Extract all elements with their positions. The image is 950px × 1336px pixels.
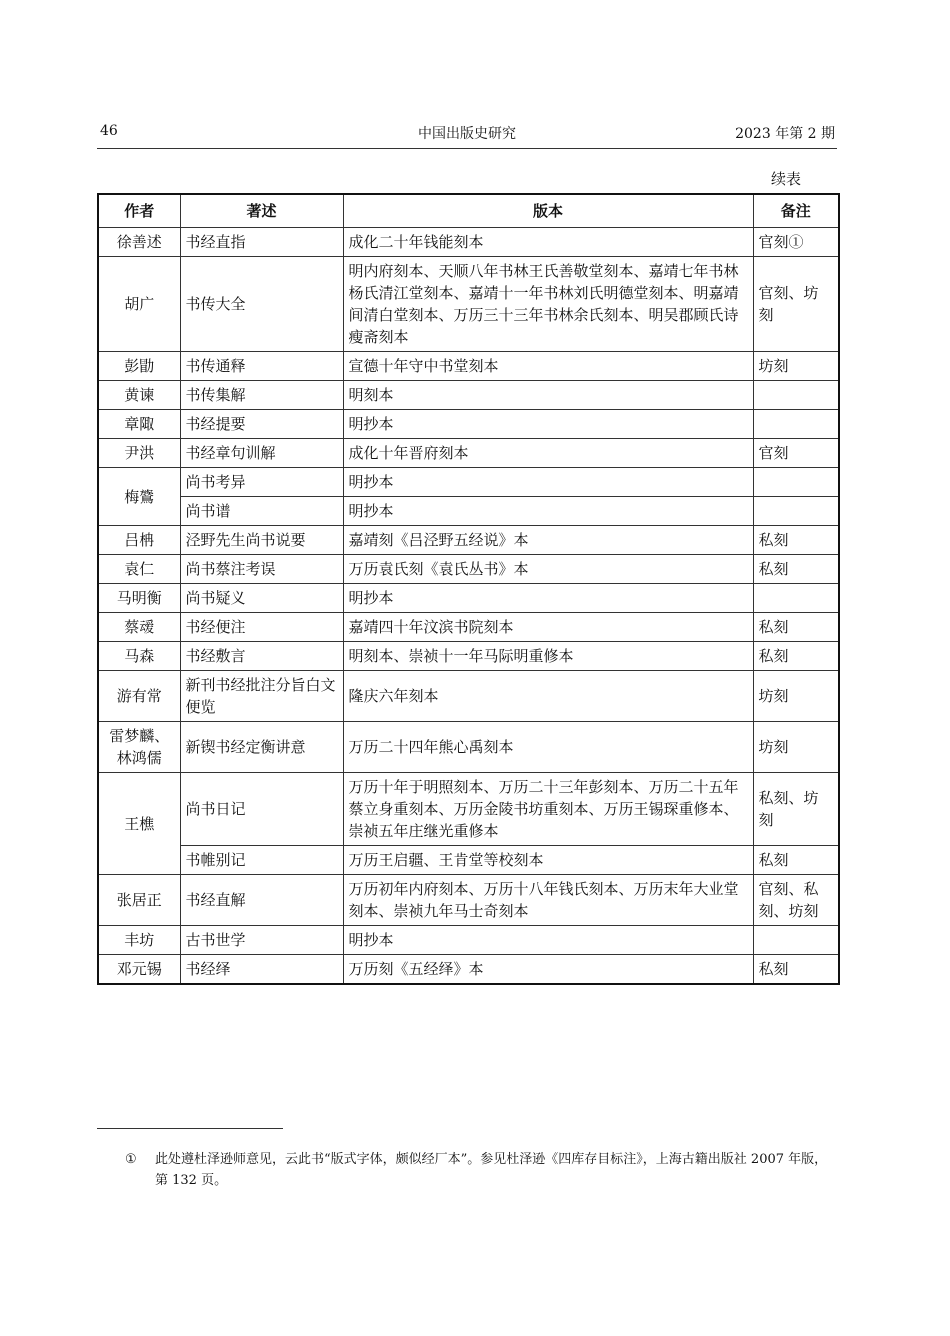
table-header-row xyxy=(98,194,839,228)
author-cell: 梅鷟 xyxy=(98,468,180,526)
column-header-author: 作者 xyxy=(98,194,180,228)
edition-cell: 万历二十四年熊心禹刻本 xyxy=(343,722,753,773)
work-cell: 尚书疑义 xyxy=(180,584,343,613)
note-cell xyxy=(753,926,839,955)
author-cell: 邓元锡 xyxy=(98,955,180,985)
author-cell: 丰坊 xyxy=(98,926,180,955)
work-cell: 古书世学 xyxy=(180,926,343,955)
note-cell: 私刻 xyxy=(753,955,839,985)
footnote xyxy=(125,1149,837,1191)
author-cell: 马明衡 xyxy=(98,584,180,613)
work-cell: 书传通释 xyxy=(180,352,343,381)
continued-label: 续表 xyxy=(771,170,802,188)
table-row xyxy=(98,955,839,985)
column-header-note: 备注 xyxy=(753,194,839,228)
edition-cell: 万历刻《五经绎》本 xyxy=(343,955,753,985)
author-cell: 王樵 xyxy=(98,773,180,875)
table-row xyxy=(98,439,839,468)
work-cell: 书经便注 xyxy=(180,613,343,642)
author-cell: 雷梦麟、林鸿儒 xyxy=(98,722,180,773)
work-cell: 书经敷言 xyxy=(180,642,343,671)
table-row xyxy=(98,846,839,875)
note-cell: 坊刻 xyxy=(753,671,839,722)
edition-cell: 万历初年内府刻本、万历十八年钱氏刻本、万历末年大业堂刻本、崇祯九年马士奇刻本 xyxy=(343,875,753,926)
issue-label: 2023 年第 2 期 xyxy=(735,126,835,142)
table-row xyxy=(98,410,839,439)
page-number: 46 xyxy=(100,123,118,139)
table-row xyxy=(98,773,839,846)
note-cell: 私刻 xyxy=(753,555,839,584)
journal-title: 中国出版史研究 xyxy=(418,126,516,142)
author-cell: 张居正 xyxy=(98,875,180,926)
note-cell: 私刻 xyxy=(753,846,839,875)
table-row xyxy=(98,352,839,381)
work-cell: 新刊书经批注分旨白文便览 xyxy=(180,671,343,722)
edition-cell: 明抄本 xyxy=(343,410,753,439)
work-cell: 书经直指 xyxy=(180,228,343,257)
column-header-work: 著述 xyxy=(180,194,343,228)
table-row xyxy=(98,584,839,613)
work-cell: 书经绎 xyxy=(180,955,343,985)
note-cell xyxy=(753,584,839,613)
author-cell: 黄谏 xyxy=(98,381,180,410)
work-cell: 书经直解 xyxy=(180,875,343,926)
edition-cell: 明刻本、崇祯十一年马际明重修本 xyxy=(343,642,753,671)
note-cell xyxy=(753,468,839,497)
table-row xyxy=(98,497,839,526)
note-cell: 官刻、私刻、坊刻 xyxy=(753,875,839,926)
edition-cell: 万历王启疆、王肯堂等校刻本 xyxy=(343,846,753,875)
note-cell: 私刻 xyxy=(753,526,839,555)
note-cell xyxy=(753,410,839,439)
edition-cell: 隆庆六年刻本 xyxy=(343,671,753,722)
table-row xyxy=(98,555,839,584)
work-cell: 书传集解 xyxy=(180,381,343,410)
note-cell: 坊刻 xyxy=(753,722,839,773)
note-cell: 坊刻 xyxy=(753,352,839,381)
note-cell: 官刻① xyxy=(753,228,839,257)
author-cell: 游有常 xyxy=(98,671,180,722)
note-cell: 官刻、坊刻 xyxy=(753,257,839,352)
edition-cell: 明刻本 xyxy=(343,381,753,410)
author-cell: 蔡叆 xyxy=(98,613,180,642)
edition-cell: 明抄本 xyxy=(343,584,753,613)
edition-cell: 嘉靖刻《吕泾野五经说》本 xyxy=(343,526,753,555)
edition-cell: 明抄本 xyxy=(343,926,753,955)
table-row xyxy=(98,722,839,773)
table-row xyxy=(98,642,839,671)
footnote-text: 此处遵杜泽逊师意见，云此书“版式字体，颇似经厂本”。参见杜泽逊《四库存目标注》，上海古籍出版社 2007 年版，第 132 页。 xyxy=(155,1152,828,1188)
table-row xyxy=(98,671,839,722)
edition-cell: 宣德十年守中书堂刻本 xyxy=(343,352,753,381)
work-cell: 尚书蔡注考误 xyxy=(180,555,343,584)
table-body xyxy=(98,228,839,985)
table-row xyxy=(98,926,839,955)
author-cell: 袁仁 xyxy=(98,555,180,584)
editions-table xyxy=(97,193,840,985)
author-cell: 章陬 xyxy=(98,410,180,439)
table-row xyxy=(98,381,839,410)
work-cell: 书传大全 xyxy=(180,257,343,352)
author-cell: 徐善述 xyxy=(98,228,180,257)
note-cell xyxy=(753,497,839,526)
edition-cell: 万历袁氏刻《袁氏丛书》本 xyxy=(343,555,753,584)
note-cell: 私刻 xyxy=(753,642,839,671)
note-cell: 官刻 xyxy=(753,439,839,468)
edition-cell: 嘉靖四十年汶滨书院刻本 xyxy=(343,613,753,642)
work-cell: 新锲书经定衡讲意 xyxy=(180,722,343,773)
table-row xyxy=(98,257,839,352)
author-cell: 吕柟 xyxy=(98,526,180,555)
author-cell: 彭勖 xyxy=(98,352,180,381)
work-cell: 书帷别记 xyxy=(180,846,343,875)
work-cell: 书经提要 xyxy=(180,410,343,439)
note-cell: 私刻、坊刻 xyxy=(753,773,839,846)
footnote-mark: ① xyxy=(125,1152,137,1167)
author-cell: 胡广 xyxy=(98,257,180,352)
work-cell: 书经章句训解 xyxy=(180,439,343,468)
author-cell: 尹洪 xyxy=(98,439,180,468)
author-cell: 马森 xyxy=(98,642,180,671)
edition-cell: 成化十年晋府刻本 xyxy=(343,439,753,468)
work-cell: 尚书谱 xyxy=(180,497,343,526)
edition-cell: 明抄本 xyxy=(343,468,753,497)
table-row xyxy=(98,468,839,497)
note-cell: 私刻 xyxy=(753,613,839,642)
edition-cell: 万历十年于明照刻本、万历二十三年彭刻本、万历二十五年蔡立身重刻本、万历金陵书坊重刻本、万历王锡琛重修本、崇祯五年庄继光重修本 xyxy=(343,773,753,846)
table-row xyxy=(98,875,839,926)
note-cell xyxy=(753,381,839,410)
work-cell: 尚书日记 xyxy=(180,773,343,846)
table-row xyxy=(98,228,839,257)
edition-cell: 成化二十年钱能刻本 xyxy=(343,228,753,257)
work-cell: 泾野先生尚书说要 xyxy=(180,526,343,555)
table-row xyxy=(98,613,839,642)
table-row xyxy=(98,526,839,555)
work-cell: 尚书考异 xyxy=(180,468,343,497)
footnote-divider xyxy=(97,1128,283,1129)
running-header xyxy=(97,120,837,149)
column-header-edition: 版本 xyxy=(343,194,753,228)
edition-cell: 明内府刻本、天顺八年书林王氏善敬堂刻本、嘉靖七年书林杨氏清江堂刻本、嘉靖十一年书林刘氏明德堂刻本、明嘉靖间清白堂刻本、万历三十三年书林余氏刻本、明吴郡顾氏诗瘦斋刻本 xyxy=(343,257,753,352)
edition-cell: 明抄本 xyxy=(343,497,753,526)
